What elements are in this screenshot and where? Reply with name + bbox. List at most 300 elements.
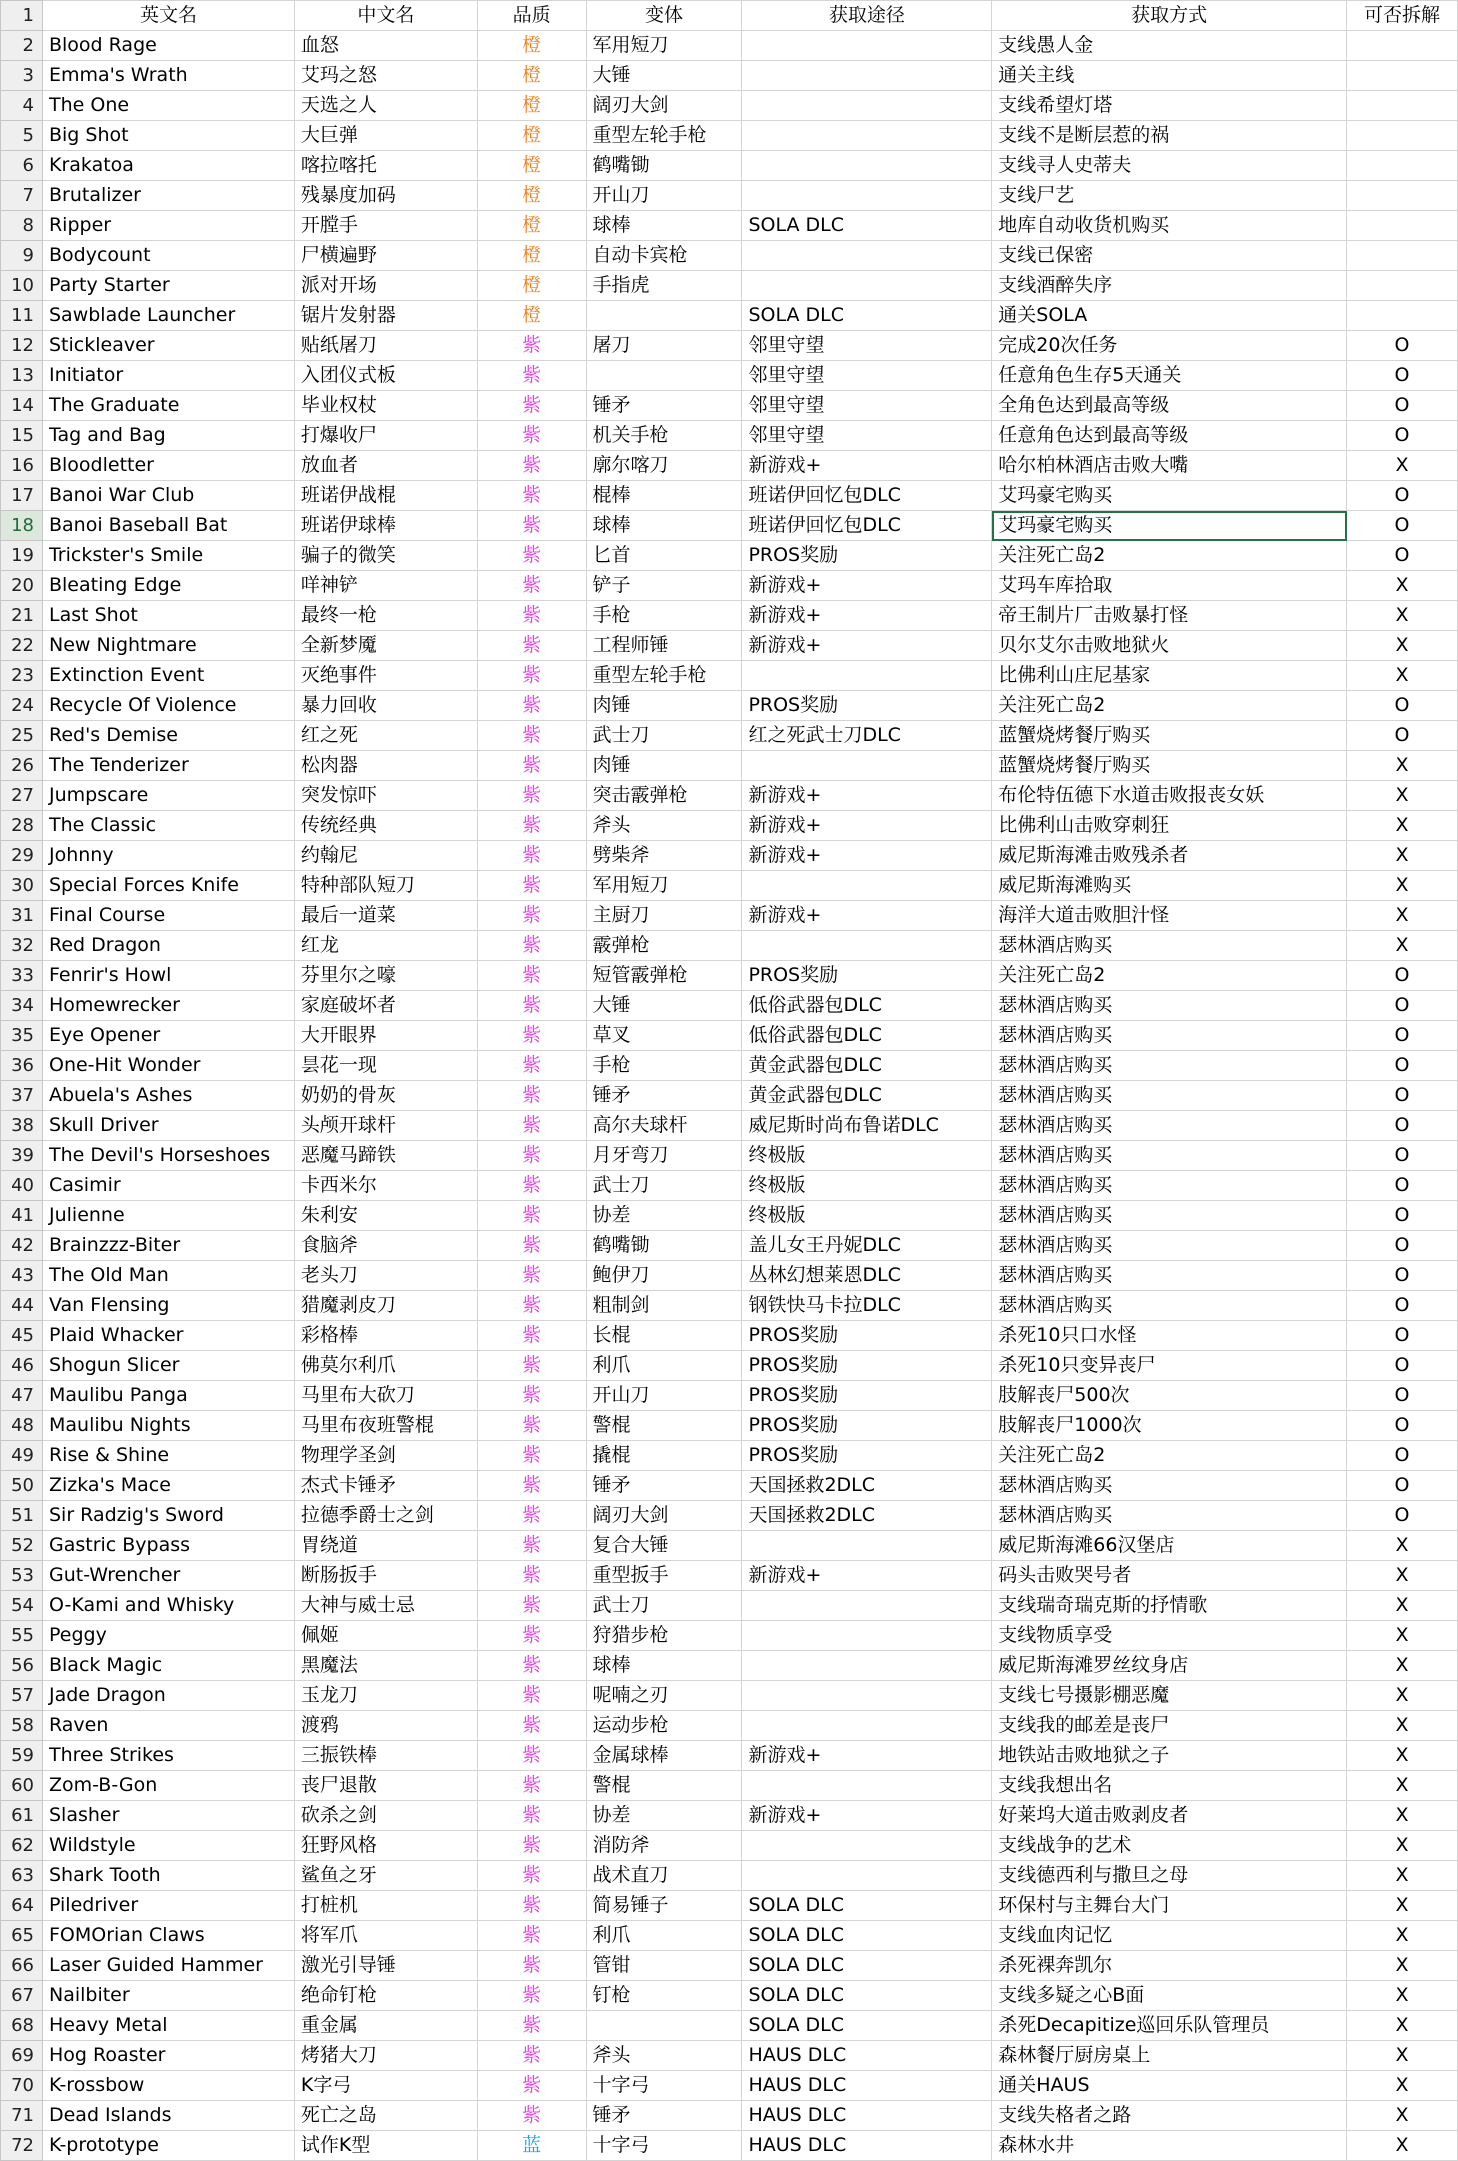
row-header[interactable]: 53 — [1, 1561, 43, 1591]
quality-cell[interactable]: 紫 — [477, 1051, 586, 1081]
source-cell[interactable] — [742, 1771, 992, 1801]
row-header[interactable]: 49 — [1, 1441, 43, 1471]
quality-cell[interactable]: 紫 — [477, 1561, 586, 1591]
source-cell[interactable]: 低俗武器包DLC — [742, 991, 992, 1021]
method-cell[interactable]: 杀死Decapitize巡回乐队管理员 — [992, 2011, 1347, 2041]
source-cell[interactable]: SOLA DLC — [742, 1921, 992, 1951]
method-cell[interactable]: 威尼斯海滩66汉堡店 — [992, 1531, 1347, 1561]
source-cell[interactable]: PROS奖励 — [742, 1441, 992, 1471]
row-header[interactable]: 5 — [1, 121, 43, 151]
source-cell[interactable]: 邻里守望 — [742, 391, 992, 421]
method-cell[interactable]: 艾玛豪宅购买 — [992, 481, 1347, 511]
source-cell[interactable]: 新游戏+ — [742, 601, 992, 631]
quality-cell[interactable]: 橙 — [477, 301, 586, 331]
english-name-cell[interactable]: Black Magic — [42, 1651, 294, 1681]
row-header[interactable]: 35 — [1, 1021, 43, 1051]
chinese-name-cell[interactable]: 放血者 — [294, 451, 477, 481]
dismantle-cell[interactable]: O — [1347, 421, 1458, 451]
row-header[interactable]: 55 — [1, 1621, 43, 1651]
dismantle-cell[interactable]: X — [1347, 901, 1458, 931]
dismantle-cell[interactable]: O — [1347, 1471, 1458, 1501]
variant-cell[interactable]: 匕首 — [586, 541, 742, 571]
chinese-name-cell[interactable]: 砍杀之剑 — [294, 1801, 477, 1831]
source-cell[interactable] — [742, 931, 992, 961]
dismantle-cell[interactable]: X — [1347, 1561, 1458, 1591]
dismantle-cell[interactable]: X — [1347, 1861, 1458, 1891]
method-cell[interactable]: 瑟林酒店购买 — [992, 1261, 1347, 1291]
dismantle-cell[interactable]: O — [1347, 691, 1458, 721]
chinese-name-cell[interactable]: 艾玛之怒 — [294, 61, 477, 91]
column-header[interactable]: 中文名 — [294, 1, 477, 31]
row-header[interactable]: 6 — [1, 151, 43, 181]
quality-cell[interactable]: 紫 — [477, 421, 586, 451]
source-cell[interactable]: PROS奖励 — [742, 961, 992, 991]
english-name-cell[interactable]: Laser Guided Hammer — [42, 1951, 294, 1981]
dismantle-cell[interactable]: X — [1347, 841, 1458, 871]
chinese-name-cell[interactable]: 绝命钉枪 — [294, 1981, 477, 2011]
row-header[interactable]: 56 — [1, 1651, 43, 1681]
method-cell[interactable]: 支线德西利与撒旦之母 — [992, 1861, 1347, 1891]
quality-cell[interactable]: 橙 — [477, 31, 586, 61]
dismantle-cell[interactable]: O — [1347, 1141, 1458, 1171]
variant-cell[interactable]: 突击霰弹枪 — [586, 781, 742, 811]
dismantle-cell[interactable]: O — [1347, 1381, 1458, 1411]
method-cell[interactable]: 好莱坞大道击败剥皮者 — [992, 1801, 1347, 1831]
quality-cell[interactable]: 紫 — [477, 811, 586, 841]
english-name-cell[interactable]: Sawblade Launcher — [42, 301, 294, 331]
source-cell[interactable]: 邻里守望 — [742, 361, 992, 391]
english-name-cell[interactable]: Three Strikes — [42, 1741, 294, 1771]
variant-cell[interactable]: 屠刀 — [586, 331, 742, 361]
quality-cell[interactable]: 紫 — [477, 1531, 586, 1561]
source-cell[interactable]: 丛林幻想莱恩DLC — [742, 1261, 992, 1291]
dismantle-cell[interactable]: X — [1347, 1681, 1458, 1711]
english-name-cell[interactable]: Shark Tooth — [42, 1861, 294, 1891]
english-name-cell[interactable]: K-prototype — [42, 2131, 294, 2161]
row-header[interactable]: 66 — [1, 1951, 43, 1981]
chinese-name-cell[interactable]: 佩姬 — [294, 1621, 477, 1651]
chinese-name-cell[interactable]: 物理学圣剑 — [294, 1441, 477, 1471]
dismantle-cell[interactable]: X — [1347, 2011, 1458, 2041]
source-cell[interactable] — [742, 1831, 992, 1861]
row-header[interactable]: 36 — [1, 1051, 43, 1081]
method-cell[interactable]: 关注死亡岛2 — [992, 1441, 1347, 1471]
row-header[interactable]: 57 — [1, 1681, 43, 1711]
row-header[interactable]: 20 — [1, 571, 43, 601]
variant-cell[interactable]: 短管霰弹枪 — [586, 961, 742, 991]
chinese-name-cell[interactable]: 马里布夜班警棍 — [294, 1411, 477, 1441]
quality-cell[interactable]: 紫 — [477, 331, 586, 361]
variant-cell[interactable]: 大锤 — [586, 61, 742, 91]
column-header[interactable]: 获取方式 — [992, 1, 1347, 31]
english-name-cell[interactable]: Trickster's Smile — [42, 541, 294, 571]
english-name-cell[interactable]: Krakatoa — [42, 151, 294, 181]
chinese-name-cell[interactable]: 拉德季爵士之剑 — [294, 1501, 477, 1531]
chinese-name-cell[interactable]: 入团仪式板 — [294, 361, 477, 391]
english-name-cell[interactable]: Ripper — [42, 211, 294, 241]
dismantle-cell[interactable]: X — [1347, 1711, 1458, 1741]
quality-cell[interactable]: 紫 — [477, 661, 586, 691]
variant-cell[interactable]: 阔刃大剑 — [586, 91, 742, 121]
row-header[interactable]: 21 — [1, 601, 43, 631]
dismantle-cell[interactable] — [1347, 91, 1458, 121]
method-cell[interactable]: 蓝蟹烧烤餐厅购买 — [992, 751, 1347, 781]
english-name-cell[interactable]: Jumpscare — [42, 781, 294, 811]
quality-cell[interactable]: 紫 — [477, 481, 586, 511]
variant-cell[interactable]: 棍棒 — [586, 481, 742, 511]
row-header[interactable]: 69 — [1, 2041, 43, 2071]
variant-cell[interactable]: 霰弹枪 — [586, 931, 742, 961]
quality-cell[interactable]: 紫 — [477, 1021, 586, 1051]
english-name-cell[interactable]: Banoi Baseball Bat — [42, 511, 294, 541]
method-cell[interactable]: 支线希望灯塔 — [992, 91, 1347, 121]
method-cell[interactable]: 瑟林酒店购买 — [992, 931, 1347, 961]
english-name-cell[interactable]: Slasher — [42, 1801, 294, 1831]
method-cell[interactable]: 艾玛车库拾取 — [992, 571, 1347, 601]
quality-cell[interactable]: 紫 — [477, 1381, 586, 1411]
english-name-cell[interactable]: Recycle Of Violence — [42, 691, 294, 721]
row-header[interactable]: 42 — [1, 1231, 43, 1261]
method-cell[interactable]: 支线我想出名 — [992, 1771, 1347, 1801]
chinese-name-cell[interactable]: 贴纸屠刀 — [294, 331, 477, 361]
english-name-cell[interactable]: Dead Islands — [42, 2101, 294, 2131]
dismantle-cell[interactable]: X — [1347, 631, 1458, 661]
row-header[interactable]: 27 — [1, 781, 43, 811]
quality-cell[interactable]: 紫 — [477, 1231, 586, 1261]
method-cell[interactable]: 瑟林酒店购买 — [992, 1111, 1347, 1141]
quality-cell[interactable]: 紫 — [477, 361, 586, 391]
chinese-name-cell[interactable]: 全新梦魇 — [294, 631, 477, 661]
source-cell[interactable]: PROS奖励 — [742, 1411, 992, 1441]
english-name-cell[interactable]: Nailbiter — [42, 1981, 294, 2011]
variant-cell[interactable]: 主厨刀 — [586, 901, 742, 931]
dismantle-cell[interactable]: O — [1347, 481, 1458, 511]
dismantle-cell[interactable] — [1347, 121, 1458, 151]
source-cell[interactable]: 黄金武器包DLC — [742, 1081, 992, 1111]
method-cell[interactable]: 比佛利山庄尼基家 — [992, 661, 1347, 691]
english-name-cell[interactable]: Raven — [42, 1711, 294, 1741]
column-header[interactable]: 品质 — [477, 1, 586, 31]
english-name-cell[interactable]: The Old Man — [42, 1261, 294, 1291]
quality-cell[interactable]: 紫 — [477, 781, 586, 811]
dismantle-cell[interactable]: O — [1347, 1021, 1458, 1051]
method-cell[interactable]: 贝尔艾尔击败地狱火 — [992, 631, 1347, 661]
method-cell[interactable]: 支线战争的艺术 — [992, 1831, 1347, 1861]
source-cell[interactable]: 盖儿女王丹妮DLC — [742, 1231, 992, 1261]
method-cell[interactable]: 通关主线 — [992, 61, 1347, 91]
source-cell[interactable]: 天国拯救2DLC — [742, 1471, 992, 1501]
english-name-cell[interactable]: O-Kami and Whisky — [42, 1591, 294, 1621]
quality-cell[interactable]: 紫 — [477, 1501, 586, 1531]
quality-cell[interactable]: 紫 — [477, 1651, 586, 1681]
english-name-cell[interactable]: Abuela's Ashes — [42, 1081, 294, 1111]
quality-cell[interactable]: 橙 — [477, 211, 586, 241]
dismantle-cell[interactable]: X — [1347, 1651, 1458, 1681]
dismantle-cell[interactable]: O — [1347, 541, 1458, 571]
english-name-cell[interactable]: Piledriver — [42, 1891, 294, 1921]
variant-cell[interactable]: 粗制剑 — [586, 1291, 742, 1321]
english-name-cell[interactable]: Maulibu Nights — [42, 1411, 294, 1441]
quality-cell[interactable]: 紫 — [477, 1201, 586, 1231]
quality-cell[interactable]: 紫 — [477, 991, 586, 1021]
quality-cell[interactable]: 橙 — [477, 181, 586, 211]
row-header[interactable]: 26 — [1, 751, 43, 781]
row-header[interactable]: 9 — [1, 241, 43, 271]
dismantle-cell[interactable] — [1347, 241, 1458, 271]
quality-cell[interactable]: 紫 — [477, 1741, 586, 1771]
chinese-name-cell[interactable]: 彩格棒 — [294, 1321, 477, 1351]
row-header[interactable]: 52 — [1, 1531, 43, 1561]
row-header[interactable]: 67 — [1, 1981, 43, 2011]
chinese-name-cell[interactable]: 玉龙刀 — [294, 1681, 477, 1711]
quality-cell[interactable]: 紫 — [477, 901, 586, 931]
method-cell[interactable]: 支线瑞奇瑞克斯的抒情歌 — [992, 1591, 1347, 1621]
english-name-cell[interactable]: Shogun Slicer — [42, 1351, 294, 1381]
english-name-cell[interactable]: FOMOrian Claws — [42, 1921, 294, 1951]
method-cell[interactable]: 瑟林酒店购买 — [992, 1171, 1347, 1201]
english-name-cell[interactable]: Casimir — [42, 1171, 294, 1201]
chinese-name-cell[interactable]: 狂野风格 — [294, 1831, 477, 1861]
dismantle-cell[interactable]: X — [1347, 571, 1458, 601]
variant-cell[interactable]: 警棍 — [586, 1411, 742, 1441]
chinese-name-cell[interactable]: 血怒 — [294, 31, 477, 61]
dismantle-cell[interactable]: X — [1347, 931, 1458, 961]
source-cell[interactable]: 新游戏+ — [742, 811, 992, 841]
source-cell[interactable] — [742, 1651, 992, 1681]
english-name-cell[interactable]: Heavy Metal — [42, 2011, 294, 2041]
row-header[interactable]: 51 — [1, 1501, 43, 1531]
source-cell[interactable] — [742, 1861, 992, 1891]
quality-cell[interactable]: 紫 — [477, 1441, 586, 1471]
variant-cell[interactable]: 手枪 — [586, 1051, 742, 1081]
chinese-name-cell[interactable]: 红之死 — [294, 721, 477, 751]
english-name-cell[interactable]: The Tenderizer — [42, 751, 294, 781]
row-header[interactable]: 39 — [1, 1141, 43, 1171]
row-header[interactable]: 14 — [1, 391, 43, 421]
source-cell[interactable]: HAUS DLC — [742, 2071, 992, 2101]
chinese-name-cell[interactable]: 试作K型 — [294, 2131, 477, 2161]
chinese-name-cell[interactable]: 死亡之岛 — [294, 2101, 477, 2131]
column-header[interactable]: 变体 — [586, 1, 742, 31]
variant-cell[interactable]: 重型左轮手枪 — [586, 121, 742, 151]
method-cell[interactable]: 瑟林酒店购买 — [992, 1051, 1347, 1081]
row-header[interactable]: 15 — [1, 421, 43, 451]
variant-cell[interactable]: 运动步枪 — [586, 1711, 742, 1741]
chinese-name-cell[interactable]: 家庭破坏者 — [294, 991, 477, 1021]
chinese-name-cell[interactable]: 天选之人 — [294, 91, 477, 121]
method-cell[interactable]: 任意角色达到最高等级 — [992, 421, 1347, 451]
variant-cell[interactable]: 开山刀 — [586, 181, 742, 211]
row-header[interactable]: 28 — [1, 811, 43, 841]
dismantle-cell[interactable]: O — [1347, 361, 1458, 391]
method-cell[interactable]: 帝王制片厂击败暴打怪 — [992, 601, 1347, 631]
method-cell[interactable]: 支线寻人史蒂夫 — [992, 151, 1347, 181]
quality-cell[interactable]: 紫 — [477, 1141, 586, 1171]
variant-cell[interactable]: 阔刃大剑 — [586, 1501, 742, 1531]
variant-cell[interactable]: 大锤 — [586, 991, 742, 1021]
variant-cell[interactable]: 锤矛 — [586, 2101, 742, 2131]
source-cell[interactable] — [742, 121, 992, 151]
dismantle-cell[interactable] — [1347, 151, 1458, 181]
row-header[interactable]: 37 — [1, 1081, 43, 1111]
dismantle-cell[interactable]: X — [1347, 871, 1458, 901]
chinese-name-cell[interactable]: 突发惊吓 — [294, 781, 477, 811]
quality-cell[interactable]: 紫 — [477, 451, 586, 481]
english-name-cell[interactable]: Sir Radzig's Sword — [42, 1501, 294, 1531]
row-header[interactable]: 31 — [1, 901, 43, 931]
column-header[interactable]: 英文名 — [42, 1, 294, 31]
chinese-name-cell[interactable]: 重金属 — [294, 2011, 477, 2041]
chinese-name-cell[interactable]: 恶魔马蹄铁 — [294, 1141, 477, 1171]
quality-cell[interactable]: 紫 — [477, 541, 586, 571]
variant-cell[interactable]: 铲子 — [586, 571, 742, 601]
source-cell[interactable]: 低俗武器包DLC — [742, 1021, 992, 1051]
dismantle-cell[interactable]: X — [1347, 2041, 1458, 2071]
quality-cell[interactable]: 紫 — [477, 1471, 586, 1501]
source-cell[interactable] — [742, 151, 992, 181]
dismantle-cell[interactable]: O — [1347, 331, 1458, 361]
row-header[interactable]: 72 — [1, 2131, 43, 2161]
quality-cell[interactable]: 蓝 — [477, 2131, 586, 2161]
english-name-cell[interactable]: Gastric Bypass — [42, 1531, 294, 1561]
english-name-cell[interactable]: Gut-Wrencher — [42, 1561, 294, 1591]
source-cell[interactable]: PROS奖励 — [742, 541, 992, 571]
dismantle-cell[interactable] — [1347, 61, 1458, 91]
method-cell[interactable]: 关注死亡岛2 — [992, 541, 1347, 571]
row-header[interactable]: 11 — [1, 301, 43, 331]
method-cell[interactable]: 支线已保密 — [992, 241, 1347, 271]
row-header[interactable]: 13 — [1, 361, 43, 391]
dismantle-cell[interactable]: X — [1347, 1741, 1458, 1771]
method-cell[interactable]: 海洋大道击败胆汁怪 — [992, 901, 1347, 931]
dismantle-cell[interactable]: X — [1347, 1531, 1458, 1561]
chinese-name-cell[interactable]: 食脑斧 — [294, 1231, 477, 1261]
source-cell[interactable] — [742, 751, 992, 781]
row-header[interactable]: 38 — [1, 1111, 43, 1141]
chinese-name-cell[interactable]: 灭绝事件 — [294, 661, 477, 691]
dismantle-cell[interactable]: O — [1347, 991, 1458, 1021]
english-name-cell[interactable]: Blood Rage — [42, 31, 294, 61]
dismantle-cell[interactable]: X — [1347, 2071, 1458, 2101]
source-cell[interactable]: 班诺伊回忆包DLC — [742, 511, 992, 541]
chinese-name-cell[interactable]: 卡西米尔 — [294, 1171, 477, 1201]
source-cell[interactable]: 钢铁快马卡拉DLC — [742, 1291, 992, 1321]
column-header[interactable]: 可否拆解 — [1347, 1, 1458, 31]
dismantle-cell[interactable]: X — [1347, 751, 1458, 781]
row-header[interactable]: 45 — [1, 1321, 43, 1351]
english-name-cell[interactable]: Stickleaver — [42, 331, 294, 361]
row-header[interactable]: 59 — [1, 1741, 43, 1771]
method-cell[interactable]: 哈尔柏林酒店击败大嘴 — [992, 451, 1347, 481]
quality-cell[interactable]: 紫 — [477, 1171, 586, 1201]
quality-cell[interactable]: 紫 — [477, 1861, 586, 1891]
method-cell[interactable]: 支线失格者之路 — [992, 2101, 1347, 2131]
dismantle-cell[interactable]: X — [1347, 451, 1458, 481]
dismantle-cell[interactable]: O — [1347, 1501, 1458, 1531]
quality-cell[interactable]: 紫 — [477, 511, 586, 541]
variant-cell[interactable]: 金属球棒 — [586, 1741, 742, 1771]
quality-cell[interactable]: 紫 — [477, 1831, 586, 1861]
source-cell[interactable] — [742, 1711, 992, 1741]
chinese-name-cell[interactable]: 约翰尼 — [294, 841, 477, 871]
variant-cell[interactable]: 武士刀 — [586, 721, 742, 751]
quality-cell[interactable]: 紫 — [477, 1981, 586, 2011]
variant-cell[interactable]: 自动卡宾枪 — [586, 241, 742, 271]
quality-cell[interactable]: 紫 — [477, 871, 586, 901]
chinese-name-cell[interactable]: 残暴度加码 — [294, 181, 477, 211]
quality-cell[interactable]: 紫 — [477, 571, 586, 601]
chinese-name-cell[interactable]: 断肠扳手 — [294, 1561, 477, 1591]
row-header[interactable]: 12 — [1, 331, 43, 361]
chinese-name-cell[interactable]: 咩神铲 — [294, 571, 477, 601]
method-cell[interactable]: 杀死10只变异丧尸 — [992, 1351, 1347, 1381]
method-cell[interactable]: 关注死亡岛2 — [992, 961, 1347, 991]
variant-cell[interactable]: 球棒 — [586, 211, 742, 241]
variant-cell[interactable]: 利爪 — [586, 1351, 742, 1381]
variant-cell[interactable]: 劈柴斧 — [586, 841, 742, 871]
dismantle-cell[interactable]: O — [1347, 1051, 1458, 1081]
english-name-cell[interactable]: Zizka's Mace — [42, 1471, 294, 1501]
quality-cell[interactable]: 紫 — [477, 631, 586, 661]
quality-cell[interactable]: 紫 — [477, 1681, 586, 1711]
dismantle-cell[interactable]: X — [1347, 661, 1458, 691]
method-cell[interactable]: 瑟林酒店购买 — [992, 1471, 1347, 1501]
source-cell[interactable]: 红之死武士刀DLC — [742, 721, 992, 751]
method-cell[interactable]: 支线血肉记忆 — [992, 1921, 1347, 1951]
source-cell[interactable] — [742, 1681, 992, 1711]
method-cell[interactable]: 瑟林酒店购买 — [992, 1021, 1347, 1051]
source-cell[interactable]: 邻里守望 — [742, 421, 992, 451]
variant-cell[interactable]: 消防斧 — [586, 1831, 742, 1861]
variant-cell[interactable]: 鹤嘴锄 — [586, 151, 742, 181]
dismantle-cell[interactable] — [1347, 211, 1458, 241]
variant-cell[interactable]: 球棒 — [586, 1651, 742, 1681]
source-cell[interactable]: SOLA DLC — [742, 1981, 992, 2011]
english-name-cell[interactable]: Wildstyle — [42, 1831, 294, 1861]
dismantle-cell[interactable]: X — [1347, 601, 1458, 631]
row-header[interactable]: 48 — [1, 1411, 43, 1441]
method-cell[interactable]: 完成20次任务 — [992, 331, 1347, 361]
source-cell[interactable]: 新游戏+ — [742, 631, 992, 661]
method-cell[interactable]: 威尼斯海滩罗丝纹身店 — [992, 1651, 1347, 1681]
method-cell[interactable]: 森林水井 — [992, 2131, 1347, 2161]
english-name-cell[interactable]: Fenrir's Howl — [42, 961, 294, 991]
chinese-name-cell[interactable]: 最终一枪 — [294, 601, 477, 631]
variant-cell[interactable]: 斧头 — [586, 811, 742, 841]
method-cell[interactable]: 杀死裸奔凯尔 — [992, 1951, 1347, 1981]
dismantle-cell[interactable]: X — [1347, 2131, 1458, 2161]
row-header[interactable]: 54 — [1, 1591, 43, 1621]
dismantle-cell[interactable]: X — [1347, 1801, 1458, 1831]
method-cell[interactable]: 支线七号摄影棚恶魔 — [992, 1681, 1347, 1711]
english-name-cell[interactable]: Bleating Edge — [42, 571, 294, 601]
row-header[interactable]: 18 — [1, 511, 43, 541]
chinese-name-cell[interactable]: 大开眼界 — [294, 1021, 477, 1051]
dismantle-cell[interactable]: X — [1347, 1591, 1458, 1621]
variant-cell[interactable]: 十字弓 — [586, 2071, 742, 2101]
dismantle-cell[interactable]: O — [1347, 511, 1458, 541]
source-cell[interactable] — [742, 241, 992, 271]
english-name-cell[interactable]: The One — [42, 91, 294, 121]
row-header[interactable]: 68 — [1, 2011, 43, 2041]
quality-cell[interactable]: 紫 — [477, 1921, 586, 1951]
row-header[interactable]: 22 — [1, 631, 43, 661]
variant-cell[interactable]: 鹤嘴锄 — [586, 1231, 742, 1261]
variant-cell[interactable]: 锤矛 — [586, 1081, 742, 1111]
source-cell[interactable]: 新游戏+ — [742, 1801, 992, 1831]
variant-cell[interactable]: 战术直刀 — [586, 1861, 742, 1891]
variant-cell[interactable]: 手指虎 — [586, 271, 742, 301]
